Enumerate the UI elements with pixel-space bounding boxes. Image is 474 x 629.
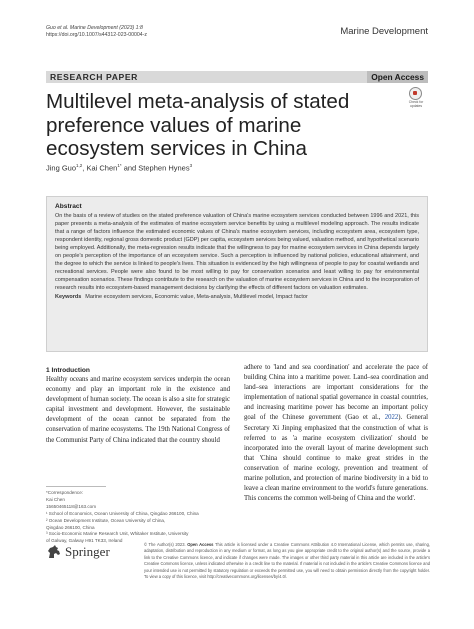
updates-line-2: updates: [409, 103, 423, 108]
journal-name: Marine Development: [340, 26, 428, 37]
updates-line-1: Check for: [408, 100, 424, 104]
running-header: [46, 25, 147, 39]
publisher-name: Springer: [65, 544, 110, 559]
author-affiliation: 1,2: [76, 163, 83, 168]
footnote-line: ² Ocean Development Institute, Ocean University of China,: [46, 517, 166, 523]
footnotes: [46, 486, 230, 545]
author-name[interactable]: Jing Guo: [46, 163, 77, 173]
body-paragraph: adhere to 'land and sea coordination' and accelerate the pace of building China into a maritime power. Land–sea coordination and land–sea interactions are important considerations for the implementation of national spatial governance in coastal countries, and increasing maritime power has become an important policy goal of the Chinese government (Gao et al.,: [244, 364, 428, 422]
keywords-list: Marine ecosystem services, Economic value, Meta-analysis, Multilevel model, Impact factor: [85, 294, 308, 301]
license-notice: [144, 542, 430, 580]
author-name[interactable]: Kai Chen: [86, 163, 118, 173]
section-heading: 1 Introduction: [46, 367, 90, 374]
footnote-line: ¹ School of Economics, Ocean University of China, Qingdao 266100, China: [46, 510, 199, 516]
footnote-line: *Correspondence:: [46, 490, 84, 495]
keywords: [55, 294, 419, 302]
abstract-heading: Abstract: [55, 203, 82, 210]
license-text: This article is licensed under a Creative Commons Attribution 4.0 International License, which permits use, sharing, adaptation, distribution and reproduction in any medium or format, as long as you give appropriate credit to the original author(s) and the source, provide a link to the Creative Commons licence, and indicate if changes were made. The images or other third party material in this article are included in the article's Creative Commons licence, unless indicated otherwise in a credit line to the material. If material is not included in the article's Creative Commons licence and your intended use is not permitted by statutory regulation or exceeds the permitted use, you will need to obtain permission directly from the copyright holder. To view a copy of this licence, visit http://creativecommons.org/licenses/by/4.0/.: [144, 542, 430, 580]
copyright-line: © The Author(s) 2023.: [144, 542, 186, 547]
abstract-text: On the basis of a review of studies on the stated preference valuation of China's marine ecosystem services conducted between 1996 and 2021, this paper presents a meta-analysis of the estimates of marine ecosystem service benefits by using a multilevel modeling approach. The results indicate that a range of factors influence the estimated economic values of China's marine ecosystem services, including ecosystem area, ecosystem type, respondent identity, regional gross domestic product (GDP) per capita, ecosystem services being valued, valuation method, and hypothetical scenario being employed. Additionally, the meta-regression results indicate that the willingness to pay for marine ecosystem services in China depends largely on people's perception of the importance of an ecosystem service. Such a perception is influenced by national policies, educational attainment, and the degree to which the service is linked to people's lives. This situation is evidenced by the high willingness of people to pay for coastal wetlands and recreational services. People were also found to be most willing to pay for conservation scenarios and least willing to pay for environmental compensation scenarios. These findings contribute to the research on the valuation of marine ecosystem services in China and to the incorporation of research results into ecosystem-based management decisions by clarifying the effects of different factors on valuation estimates.: [55, 213, 420, 292]
citation-link[interactable]: 2022: [384, 414, 399, 422]
footnote-line: of Galway, Galway H91 TK33, Ireland: [46, 538, 123, 544]
abstract-box: [46, 196, 428, 352]
author-list: Jing Guo$^{1,2}$, Kai Chen$^{1*}$ and Stephen Hynes$^3$: [46, 163, 193, 173]
open-access-label: Open Access: [187, 542, 214, 547]
footnote-rule: [46, 486, 106, 487]
doi-link[interactable]: https://doi.org/10.1007/s44312-023-00004-z: [46, 32, 147, 38]
footnote-line: Kai Chen: [46, 496, 65, 502]
paper-title: Multilevel meta-analysis of stated preference values of marine ecosystem services in China: [46, 90, 350, 160]
citation-line: Guo et al. Marine Development (2023) 1:8: [46, 25, 143, 31]
body-column-right: [244, 363, 428, 504]
keywords-label: Keywords: [55, 294, 82, 301]
body-paragraph: Healthy oceans and marine ecosystem services underpin the ocean economy and play an important role in the existence and development of human society. The ocean is also a site for strategic capital investment and development. However, the sustainable development of the ocean cannot be separated from the conservation of marine ecosystems. The 19th National Congress of the Communist Party of China indicated that the country should: [46, 376, 230, 444]
author-conjunction: and: [123, 163, 137, 173]
article-type-banner: [46, 71, 428, 83]
author-affiliation: 1*: [117, 163, 122, 168]
body-paragraph-continued: ). General Secretary Xi Jinping emphasized that the construction of what is referred to as 'a marine ecosystem civilization' should be incorporated into the overall layout of marine development such that 'China should continue to make great strides in the conservation of marine ecology, prevention and treatment of marine pollution, and protection of marine biodiversity in a bid to leave a clean marine environment to the world's future generations. This concerns the common well-being of China and the world'.: [244, 414, 428, 503]
updates-icon: [409, 87, 422, 100]
body-column-left: [46, 366, 230, 446]
correspondence-email[interactable]: 15650465118@163.com: [46, 503, 97, 509]
footnote-line: Qingdao 266100, China: [46, 524, 95, 530]
author-name[interactable]: Stephen Hynes: [138, 163, 190, 173]
footnote-line: ³ Socio-Economic Marine Research Unit, Whitaker Institute, University: [46, 531, 189, 537]
article-type: RESEARCH PAPER: [50, 72, 138, 82]
springer-horse-icon: [46, 545, 62, 559]
open-access-badge: Open Access: [367, 71, 428, 83]
check-for-updates-badge[interactable]: [404, 87, 428, 113]
publisher-logo: [46, 544, 110, 560]
author-affiliation: 3: [189, 163, 193, 168]
